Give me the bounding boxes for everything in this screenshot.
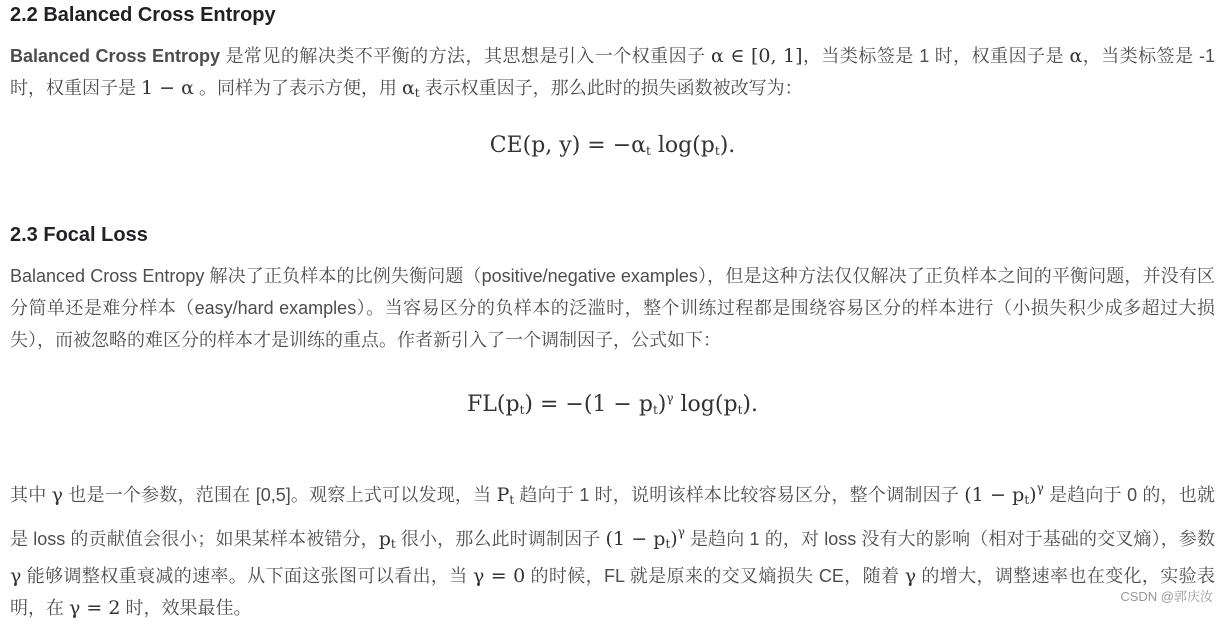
paragraph-balanced-ce: Balanced Cross Entropy 是常见的解决类不平衡的方法，其思想是引入一个权重因子 α ∈ [0, 1]，当类标签是 1 时，权重因子是 α，当类标签是 -1 时，权重因子是 1 − α 。同样为了表示方便，用 $\alpha_t$ 表示权重因子，那么此时的损失函数被改写为： [10,45,1216,100]
formula-focal-loss: $FL(p_t) = -(1 - p_t)^\gamma$ $\log(p_t)$. [467,391,758,417]
math-gamma-zero: γ = 0 [473,565,526,587]
math-gamma-2: γ [10,565,22,587]
math-p-t: $p_t$ [378,528,396,551]
csdn-watermark: CSDN @郭庆汝 [1120,589,1213,604]
bold-term: Balanced Cross Entropy [10,46,220,66]
math-modulating-factor-2: $(1 - p_t)^\gamma$ [605,525,685,551]
heading-focal-loss: 2.3 Focal Loss [10,224,148,246]
math-alpha-range: α ∈ [0, 1] [711,45,803,67]
math-P-t: $P_t$ [496,484,515,507]
math-modulating-factor: $(1 - p_t)^\gamma$ [964,481,1044,507]
paragraph-gamma-explanation: 其中 γ 也是一个参数，范围在 [0,5]。观察上式可以发现，当 $P_t$ 趋向于 1 时，说明该样本比较容易区分，整个调制因子 $(1 - p_t)^\gamma$ 是趋向于 0 的，也就是 loss 的贡献值会很小；如果某样本被错分，$p_t$ 很小，那么此时调制因子 $(1 - p_t)^\gamma$ 是趋向 1 的，对 loss 没有大的影响（相对于基础的交叉熵），参数 γ 能够调整权重衰减的速率。从下面这张图可以看出，当 γ = 0 的时候，FL 就是原来的交叉熵损失 CE，随着 γ 的增大，调整速率也在变化，实验表明，在 γ = 2 时，效果最佳。 [10,481,1215,619]
math-gamma: γ [51,484,64,506]
heading-balanced-cross-entropy: 2.2 Balanced Cross Entropy [10,4,276,26]
math-alpha-t: $\alpha_t$ [401,77,420,100]
math-gamma-3: γ [904,565,917,587]
math-gamma-two: γ = 2 [69,597,121,619]
math-alpha: α [1069,45,1083,67]
math-one-minus-alpha: 1 − α [141,77,194,99]
formula-balanced-ce: CE(p, $y) = -\alpha_t$ $\log(p_t)$. [489,133,736,158]
paragraph-focal-loss-intro: Balanced Cross Entropy 解决了正负样本的比例失衡问题（positive/negative examples），但是这种方法仅仅解决了正负样本之间的平衡问题，并没有区分简单还是难分样本（easy/hard examples）。当容易区分的负样本的泛滥时，整个训练过程都是围绕容易区分的样本进行（小损失积少成多超过大损失），而被忽略的难区分的样本才是训练的重点。作者新引入了一个调制因子，公式如下： [10,266,1215,350]
